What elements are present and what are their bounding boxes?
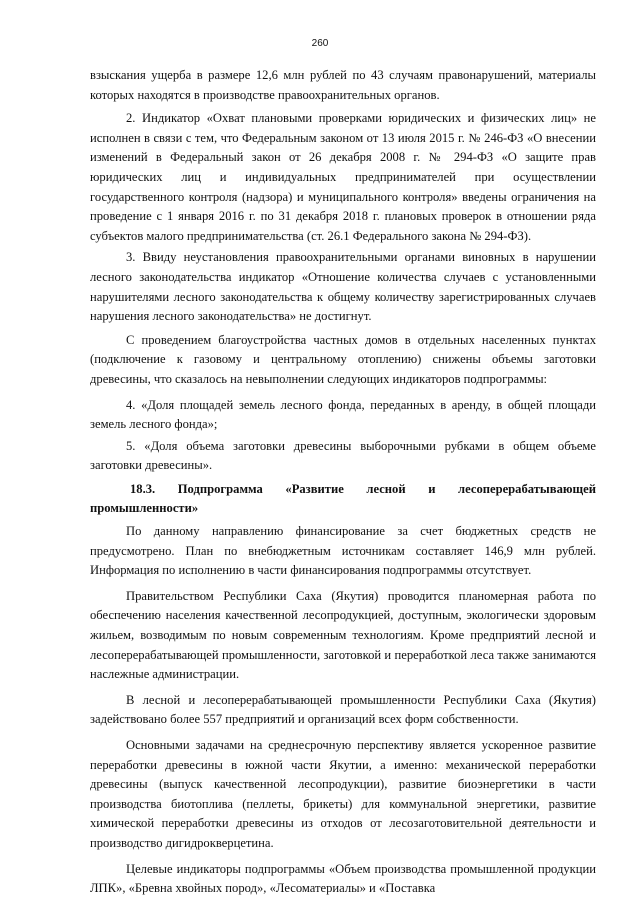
section-heading-continuation: промышленности» — [90, 501, 199, 516]
section-heading — [90, 480, 596, 500]
page-number: 260 — [311, 38, 329, 49]
paragraph-indicator-3: 3. Ввиду неустановления правоохранительными органами виновных в нарушении лесного законодательства индикатор «Отношение количества случаев с установленными нарушителями лесного законодательства к общему количеству зарегистрированных случаев нарушения лесного законодательства» не достигнут. — [90, 250, 596, 324]
paragraph-indicator-4: 4. «Доля площадей земель лесного фонда, переданных в аренду, в общей площади земель лесного фонда»; — [90, 397, 596, 432]
heading-word: Подпрограмма — [177, 481, 263, 496]
paragraph-enterprises: В лесной и лесоперерабатывающей промышленности Республики Саха (Якутия) задействовано более 557 предприятий и организаций всех форм собственности. — [90, 692, 596, 727]
paragraph-government: Правительством Республики Саха (Якутия) проводится планомерная работа по обеспечению населения качественной лесопродукцией, доступным, экологически здоровым жильем, возводимым по новым современным технологиям. Кроме предприятий лесной и лесоперерабатывающей промышленности, заготовкой и переработкой леса также занимаются наслежные администрации. — [90, 588, 596, 682]
heading-word: лесоперерабатывающей — [458, 481, 596, 496]
paragraph-indicator-2: 2. Индикатор «Охват плановыми проверками юридических и физических лиц» не исполнен в связи с тем, что Федеральным законом от 13 июля 2015 г. № 246-ФЗ «О внесении изменений в Федеральный закон от 26 декабря 2008 г. № 294-ФЗ «О защите прав юридических лиц и индивидуальных предпринимателей при осуществлении государственного контроля (надзора) и муниципального контроля» введены ограничения на проведение с 1 января 2016 г. по 31 декабря 2018 г. плановых проверок в отношении ряда субъектов малого предпринимательства (ст. 26.1 Федерального закона № 294-ФЗ). — [90, 111, 596, 243]
heading-number: 18.3. — [130, 481, 156, 496]
heading-word: лесной — [366, 481, 406, 496]
paragraph-tasks: Основными задачами на среднесрочную перспективу является ускоренное развитие переработки древесины в южной части Якутии, а именно: механической переработки древесины (выпуск качественной лесопродукции), развитие биоэнергетики в части производства биотоплива (пеллеты, брикеты) для коммунальной энергетики, развитие химической переработки древесины из отходов от лесозаготовительной деятельности и производство дигидрокверцетина. — [90, 738, 596, 850]
paragraph-heating: С проведением благоустройства частных домов в отдельных населенных пунктах (подключение к газовому и центральному отоплению) снижены объемы заготовки древесины, что сказалось на невыполнении следующих индикаторов подпрограммы: — [90, 332, 596, 386]
heading-word: «Развитие — [285, 481, 344, 496]
heading-word: и — [428, 481, 436, 496]
paragraph-continuation: взыскания ущерба в размере 12,6 млн рублей по 43 случаям правонарушений, материалы которых находятся в производстве правоохранительных органов. — [90, 68, 596, 102]
document-body — [90, 66, 596, 899]
paragraph-financing: По данному направлению финансирование за счет бюджетных средств не предусмотрено. План по внебюджетным источникам составляет 146,9 млн рублей. Информация по исполнению в части финансирования подпрограммы отсутствует. — [90, 524, 596, 578]
paragraph-target-indicators: Целевые индикаторы подпрограммы «Объем производства промышленной продукции ЛПК», «Бревна хвойных пород», «Лесоматериалы» и «Поставка — [90, 861, 596, 896]
paragraph-indicator-5: 5. «Доля объема заготовки древесины выборочными рубками в общем объеме заготовки древесины». — [90, 438, 596, 473]
